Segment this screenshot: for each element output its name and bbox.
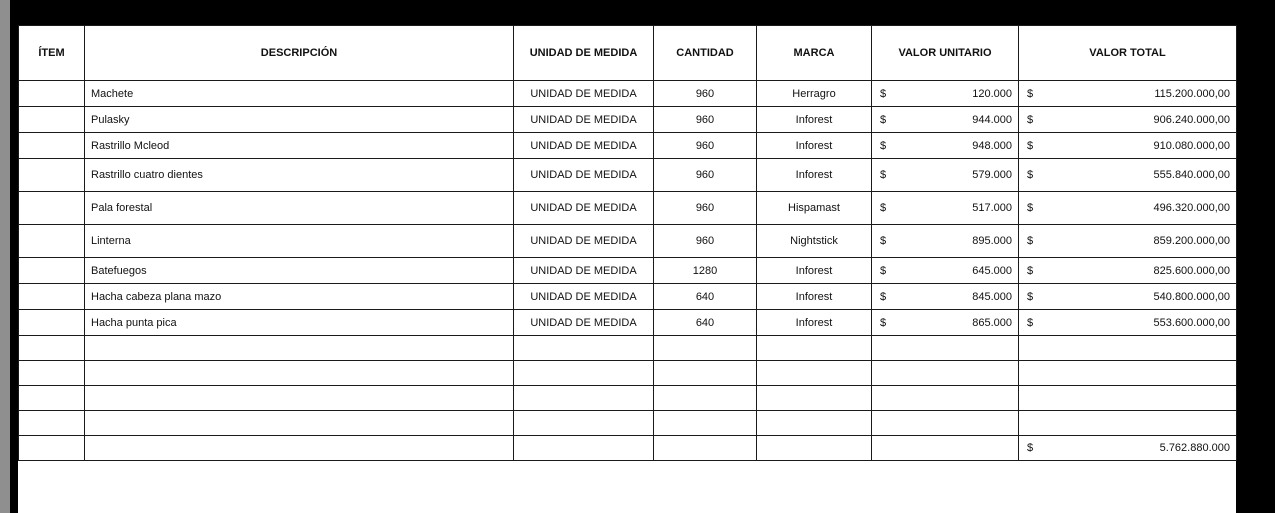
total-value-amount: 906.240.000,00: [1153, 113, 1230, 126]
currency-symbol: $: [1027, 169, 1034, 181]
empty-cell: [654, 436, 757, 461]
item-cell: [19, 310, 85, 336]
grand-total-row: [19, 436, 1237, 461]
unit-value-cell: [872, 133, 1019, 159]
empty-cell: [1019, 336, 1237, 361]
currency-symbol: $: [880, 87, 887, 100]
unit-value-amount: 948.000: [972, 139, 1012, 152]
empty-cell: [1019, 411, 1237, 436]
currency-symbol: $: [1027, 202, 1034, 214]
description-cell: Batefuegos: [85, 258, 514, 284]
empty-cell: [85, 336, 514, 361]
total-value-amount: 859.200.000,00: [1153, 235, 1230, 247]
total-value-amount: 553.600.000,00: [1153, 316, 1230, 329]
empty-cell: [872, 436, 1019, 461]
unit-value-amount: 895.000: [972, 235, 1012, 247]
total-value-cell: [1019, 133, 1237, 159]
description-cell: Linterna: [85, 225, 514, 258]
description-cell: Rastrillo Mcleod: [85, 133, 514, 159]
empty-cell: [872, 336, 1019, 361]
brand-cell: Inforest: [757, 133, 872, 159]
quotation-table: [18, 25, 1237, 461]
empty-cell: [514, 336, 654, 361]
unit-value-cell: [872, 192, 1019, 225]
currency-symbol: $: [1027, 235, 1034, 247]
unit-cell: UNIDAD DE MEDIDA: [514, 310, 654, 336]
brand-cell: Inforest: [757, 258, 872, 284]
empty-cell: [654, 386, 757, 411]
unit-value-cell: [872, 107, 1019, 133]
empty-cell: [872, 386, 1019, 411]
currency-symbol: $: [880, 316, 887, 329]
empty-cell: [19, 361, 85, 386]
description-cell: Pala forestal: [85, 192, 514, 225]
empty-row: [19, 336, 1237, 361]
quantity-cell: 960: [654, 133, 757, 159]
empty-cell: [85, 411, 514, 436]
header-item: ÍTEM: [19, 26, 85, 81]
empty-row: [19, 411, 1237, 436]
empty-cell: [654, 361, 757, 386]
quantity-cell: 960: [654, 225, 757, 258]
item-cell: [19, 192, 85, 225]
total-value-amount: 496.320.000,00: [1153, 202, 1230, 214]
empty-cell: [85, 361, 514, 386]
empty-cell: [514, 436, 654, 461]
spreadsheet-page: [18, 25, 1236, 513]
item-cell: [19, 258, 85, 284]
unit-cell: UNIDAD DE MEDIDA: [514, 159, 654, 192]
table-row: [19, 107, 1237, 133]
empty-cell: [872, 361, 1019, 386]
table-row: [19, 258, 1237, 284]
total-value-cell: [1019, 107, 1237, 133]
unit-cell: UNIDAD DE MEDIDA: [514, 192, 654, 225]
brand-cell: Inforest: [757, 107, 872, 133]
unit-value-cell: [872, 258, 1019, 284]
total-value-cell: [1019, 310, 1237, 336]
unit-value-cell: [872, 310, 1019, 336]
currency-symbol: $: [1027, 139, 1034, 152]
unit-value-amount: 645.000: [972, 264, 1012, 277]
empty-cell: [1019, 361, 1237, 386]
header-total-value: VALOR TOTAL: [1019, 26, 1237, 81]
empty-cell: [19, 411, 85, 436]
unit-value-amount: 579.000: [972, 169, 1012, 181]
header-unit-value: VALOR UNITARIO: [872, 26, 1019, 81]
total-value-amount: 115.200.000,00: [1154, 87, 1230, 100]
unit-cell: UNIDAD DE MEDIDA: [514, 258, 654, 284]
currency-symbol: $: [880, 235, 887, 247]
quantity-cell: 640: [654, 284, 757, 310]
total-value-amount: 540.800.000,00: [1153, 290, 1230, 303]
currency-symbol: $: [1027, 113, 1034, 126]
currency-symbol: $: [880, 169, 887, 181]
brand-cell: Inforest: [757, 284, 872, 310]
scrollbar-strip: [0, 0, 10, 513]
item-cell: [19, 225, 85, 258]
currency-symbol: $: [1027, 316, 1034, 329]
empty-cell: [757, 436, 872, 461]
quantity-cell: 960: [654, 192, 757, 225]
unit-value-cell: [872, 225, 1019, 258]
total-value-amount: 555.840.000,00: [1153, 169, 1230, 181]
unit-value-amount: 865.000: [972, 316, 1012, 329]
total-value-cell: [1019, 258, 1237, 284]
unit-value-cell: [872, 81, 1019, 107]
table-row: [19, 310, 1237, 336]
unit-cell: UNIDAD DE MEDIDA: [514, 284, 654, 310]
unit-cell: UNIDAD DE MEDIDA: [514, 225, 654, 258]
total-value-amount: 825.600.000,00: [1153, 264, 1230, 277]
currency-symbol: $: [1027, 87, 1034, 100]
total-value-cell: [1019, 192, 1237, 225]
total-value-cell: [1019, 81, 1237, 107]
currency-symbol: $: [880, 139, 887, 152]
empty-cell: [757, 361, 872, 386]
unit-cell: UNIDAD DE MEDIDA: [514, 81, 654, 107]
grand-total-cell: [1019, 436, 1237, 461]
empty-cell: [514, 386, 654, 411]
empty-cell: [757, 386, 872, 411]
empty-cell: [514, 361, 654, 386]
unit-value-amount: 120.000: [972, 87, 1012, 100]
header-brand: MARCA: [757, 26, 872, 81]
empty-row: [19, 361, 1237, 386]
empty-cell: [757, 336, 872, 361]
description-cell: Rastrillo cuatro dientes: [85, 159, 514, 192]
header-quantity: CANTIDAD: [654, 26, 757, 81]
currency-symbol: $: [1027, 442, 1034, 454]
header-row: [19, 26, 1237, 81]
empty-cell: [19, 386, 85, 411]
currency-symbol: $: [880, 290, 887, 303]
quantity-cell: 1280: [654, 258, 757, 284]
total-value-cell: [1019, 284, 1237, 310]
description-cell: Hacha punta pica: [85, 310, 514, 336]
unit-cell: UNIDAD DE MEDIDA: [514, 133, 654, 159]
brand-cell: Herragro: [757, 81, 872, 107]
item-cell: [19, 107, 85, 133]
header-unit: UNIDAD DE MEDIDA: [514, 26, 654, 81]
table-row: [19, 225, 1237, 258]
description-cell: Hacha cabeza plana mazo: [85, 284, 514, 310]
item-cell: [19, 81, 85, 107]
empty-cell: [19, 436, 85, 461]
total-value-amount: 910.080.000,00: [1153, 139, 1230, 152]
grand-total-amount: 5.762.880.000: [1159, 442, 1230, 454]
brand-cell: Hispamast: [757, 192, 872, 225]
empty-cell: [872, 411, 1019, 436]
currency-symbol: $: [880, 264, 887, 277]
empty-cell: [19, 336, 85, 361]
currency-symbol: $: [880, 113, 887, 126]
unit-value-amount: 944.000: [972, 113, 1012, 126]
total-value-cell: [1019, 225, 1237, 258]
table-row: [19, 284, 1237, 310]
item-cell: [19, 159, 85, 192]
quantity-cell: 960: [654, 81, 757, 107]
empty-cell: [654, 336, 757, 361]
table-row: [19, 192, 1237, 225]
brand-cell: Inforest: [757, 159, 872, 192]
table-row: [19, 133, 1237, 159]
empty-cell: [757, 411, 872, 436]
currency-symbol: $: [880, 202, 887, 214]
quantity-cell: 640: [654, 310, 757, 336]
unit-value-amount: 845.000: [972, 290, 1012, 303]
item-cell: [19, 133, 85, 159]
quantity-cell: 960: [654, 159, 757, 192]
unit-value-cell: [872, 284, 1019, 310]
unit-value-amount: 517.000: [972, 202, 1012, 214]
description-cell: Pulasky: [85, 107, 514, 133]
total-value-cell: [1019, 159, 1237, 192]
description-cell: Machete: [85, 81, 514, 107]
item-cell: [19, 284, 85, 310]
empty-row: [19, 386, 1237, 411]
currency-symbol: $: [1027, 264, 1034, 277]
empty-cell: [514, 411, 654, 436]
quantity-cell: 960: [654, 107, 757, 133]
empty-cell: [85, 436, 514, 461]
brand-cell: Nightstick: [757, 225, 872, 258]
table-row: [19, 81, 1237, 107]
empty-cell: [85, 386, 514, 411]
currency-symbol: $: [1027, 290, 1034, 303]
table-body: [19, 81, 1237, 461]
unit-cell: UNIDAD DE MEDIDA: [514, 107, 654, 133]
empty-cell: [654, 411, 757, 436]
unit-value-cell: [872, 159, 1019, 192]
brand-cell: Inforest: [757, 310, 872, 336]
empty-cell: [1019, 386, 1237, 411]
table-row: [19, 159, 1237, 192]
header-description: DESCRIPCIÓN: [85, 26, 514, 81]
